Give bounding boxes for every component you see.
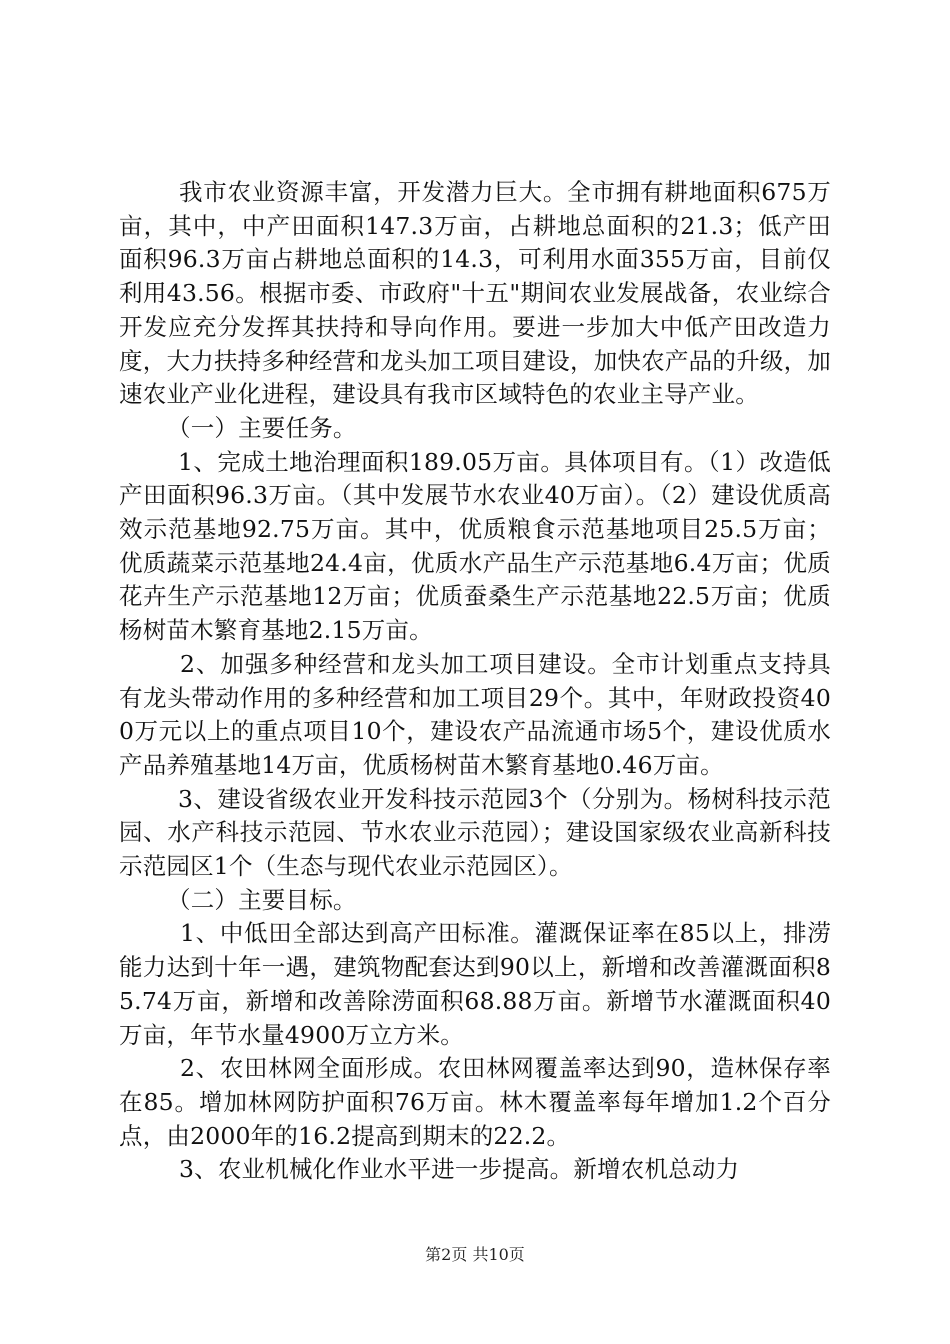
section-heading-goals: （二）主要目标。 xyxy=(167,885,357,914)
page-footer: 第2页 共10页 xyxy=(425,1245,525,1264)
paragraph-task-1: 1、完成土地治理面积189.05万亩。具体项目有。（1）改造低产田面积96.3万亩。（其中发展节水农业40万亩）。（2）建设优质高效示范基地92.75万亩。其中，优质粮食示范基地项目25.5万亩；优质蔬菜示范基地24.4亩，优质水产品生产示范基地6.4万亩；优质花卉生产示范基地12万亩；优质蚕桑生产示范基地22.5万亩；优质杨树苗木繁育基地2.15万亩。 xyxy=(119,447,831,645)
paragraph-task-3: 3、建设省级农业开发科技示范园3个（分别为。杨树科技示范园、水产科技示范园、节水农业示范园）；建设国家级农业高新科技示范园区1个（生态与现代农业示范园区）。 xyxy=(119,784,831,881)
paragraph-goal-2: 2、农田林网全面形成。农田林网覆盖率达到90，造林保存率在85。增加林网防护面积76万亩。林木覆盖率每年增加1.2个百分点，由2000年的16.2提高到期末的22.2。 xyxy=(119,1054,831,1150)
section-heading-tasks: （一）主要任务。 xyxy=(167,413,357,442)
paragraph-task-2: 2、加强多种经营和龙头加工项目建设。全市计划重点支持具有龙头带动作用的多种经营和加工项目29个。其中，年财政投资400万元以上的重点项目10个，建设农产品流通市场5个，建设优质水产品养殖基地14万亩，优质杨树苗木繁育基地0.46万亩。 xyxy=(119,649,831,779)
paragraph-goal-3: 3、农业机械化作业水平进一步提高。新增农机总动力 xyxy=(179,1155,740,1184)
document-body xyxy=(119,176,831,1187)
paragraph-goal-1: 1、中低田全部达到高产田标准。灌溉保证率在85以上，排涝能力达到十年一遇，建筑物配套达到90以上，新增和改善灌溉面积85.74万亩，新增和改善除涝面积68.88万亩。新增节水灌溉面积40万亩，年节水量4900万立方米。 xyxy=(119,919,831,1049)
paragraph-intro: 我市农业资源丰富，开发潜力巨大。全市拥有耕地面积675万亩，其中，中产田面积147.3万亩，占耕地总面积的21.3；低产田面积96.3万亩占耕地总面积的14.3，可利用水面355万亩，目前仅利用43.56。根据市委、市政府"十五"期间农业发展战备，农业综合开发应充分发挥其扶持和导向作用。要进一步加大中低产田改造力度，大力扶持多种经营和龙头加工项目建设，加快农产品的升级，加速农业产业化进程，建设具有我市区域特色的农业主导产业。 xyxy=(119,178,831,409)
